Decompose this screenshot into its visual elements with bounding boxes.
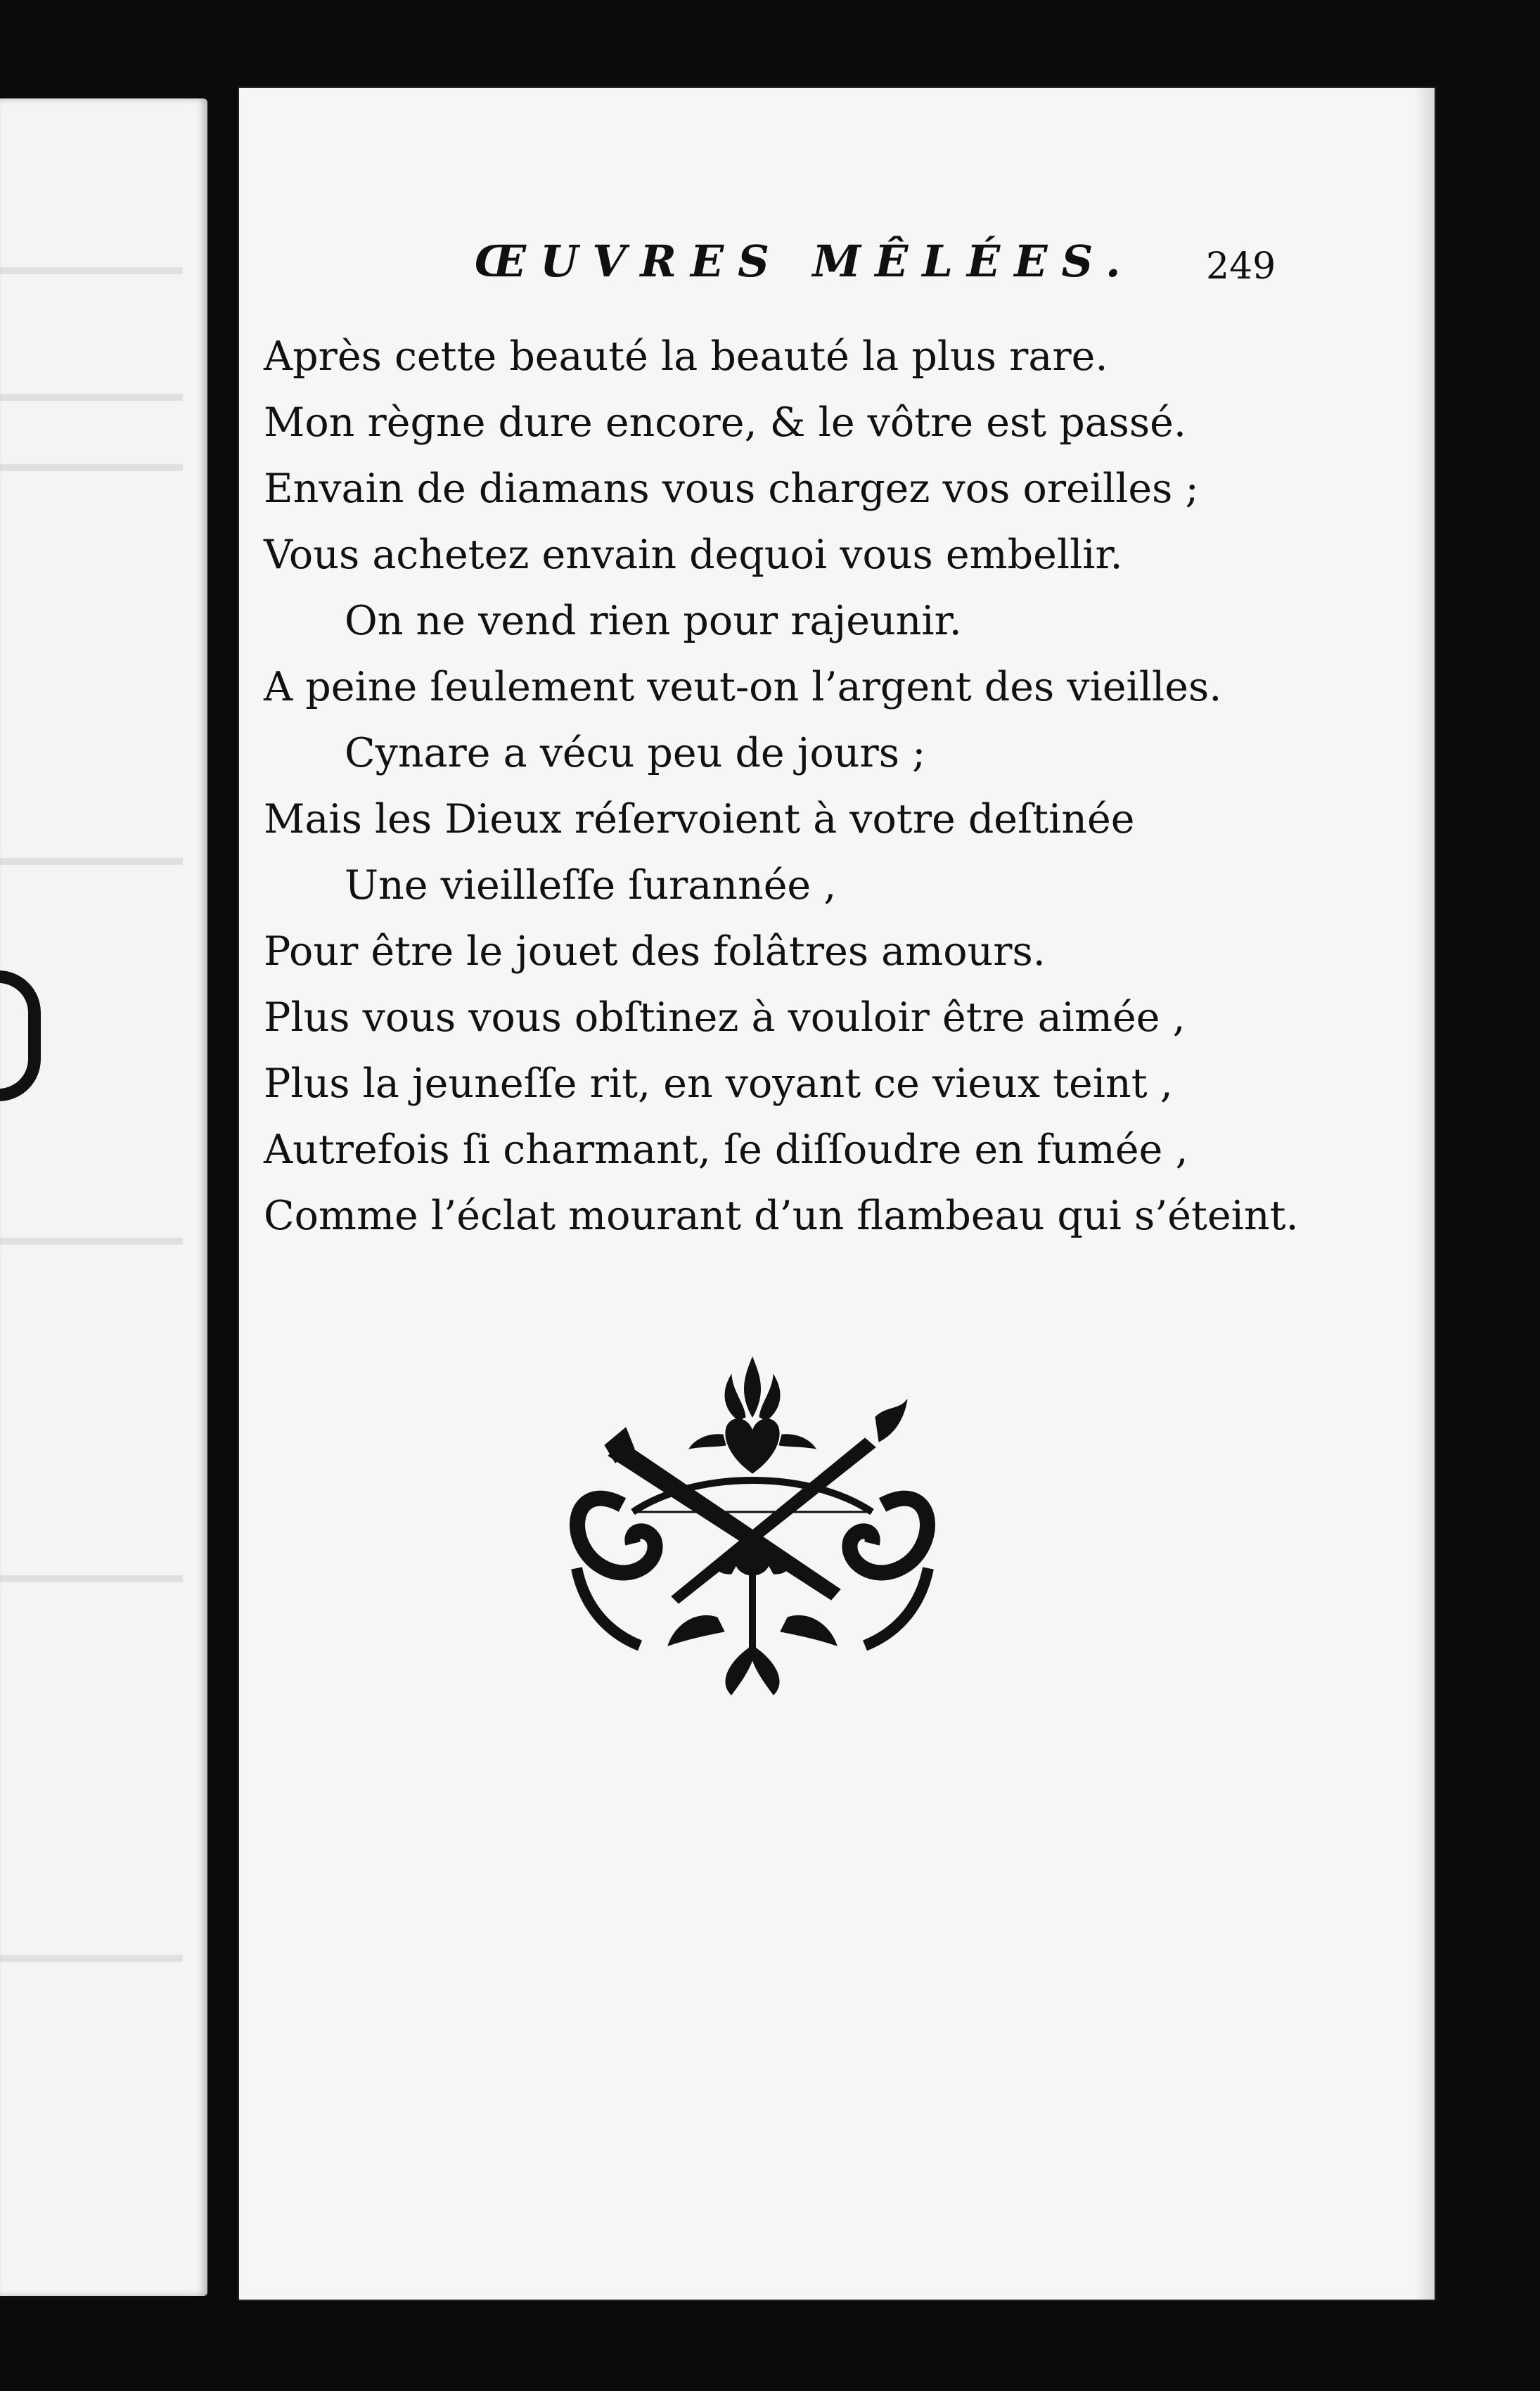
verse-line-indented: Une vieilleſſe ſurannée ,	[345, 862, 837, 909]
verse-line: Envain de diamans vous chargez vos oreilles ;	[264, 466, 1199, 512]
running-title: ŒUVRES MÊLÉES.	[475, 236, 1135, 287]
verse-line: A peine ſeulement veut-on l’argent des vieilles.	[264, 664, 1222, 710]
heart-icon	[726, 1419, 779, 1473]
book-page	[239, 88, 1435, 2300]
verse-line: Plus la jeuneſſe rit, en voyant ce vieux teint ,	[264, 1060, 1173, 1107]
poem-verse	[264, 323, 1403, 1249]
verse-line-indented: Cynare a vécu peu de jours ;	[345, 730, 926, 776]
left-page-ornament-fragment	[0, 970, 41, 1101]
verse-line: Après cette beauté la beauté la plus rare.	[264, 333, 1108, 380]
verse-line-indented: On ne vend rien pour rajeunir.	[345, 598, 962, 644]
verse-line: Comme l’éclat mourant d’un flambeau qui s’éteint.	[264, 1193, 1299, 1239]
quiver-icon	[608, 1442, 840, 1600]
foliage-icon	[726, 1646, 779, 1695]
torch-icon	[672, 1438, 875, 1603]
verse-line: Autrefois ſi charmant, ſe diſſoudre en fumée ,	[264, 1127, 1188, 1173]
verse-line: Mais les Dieux réſervoient à votre deſtinée	[264, 796, 1135, 842]
bleed-through-line	[0, 394, 183, 401]
flame-icon	[744, 1357, 760, 1417]
bleed-through-line	[0, 267, 183, 274]
bleed-through-line	[0, 858, 183, 865]
ribbon-bow-icon	[736, 1547, 769, 1575]
page-number: 249	[1206, 245, 1276, 288]
bleed-through-line	[0, 1575, 183, 1582]
verse-line: Pour être le jouet des folâtres amours.	[264, 928, 1046, 975]
bleed-through-line	[0, 1955, 183, 1962]
bleed-through-line	[0, 464, 183, 471]
verse-line: Plus vous vous obſtinez à vouloir être aimée ,	[264, 994, 1186, 1041]
verse-line: Vous achetez envain dequoi vous embellir.	[264, 532, 1123, 578]
left-facing-page	[0, 98, 207, 2296]
verse-line: Mon règne dure encore, & le vôtre est passé.	[264, 399, 1187, 446]
bleed-through-line	[0, 1238, 183, 1245]
vignette-ornament-icon	[556, 1350, 949, 1702]
